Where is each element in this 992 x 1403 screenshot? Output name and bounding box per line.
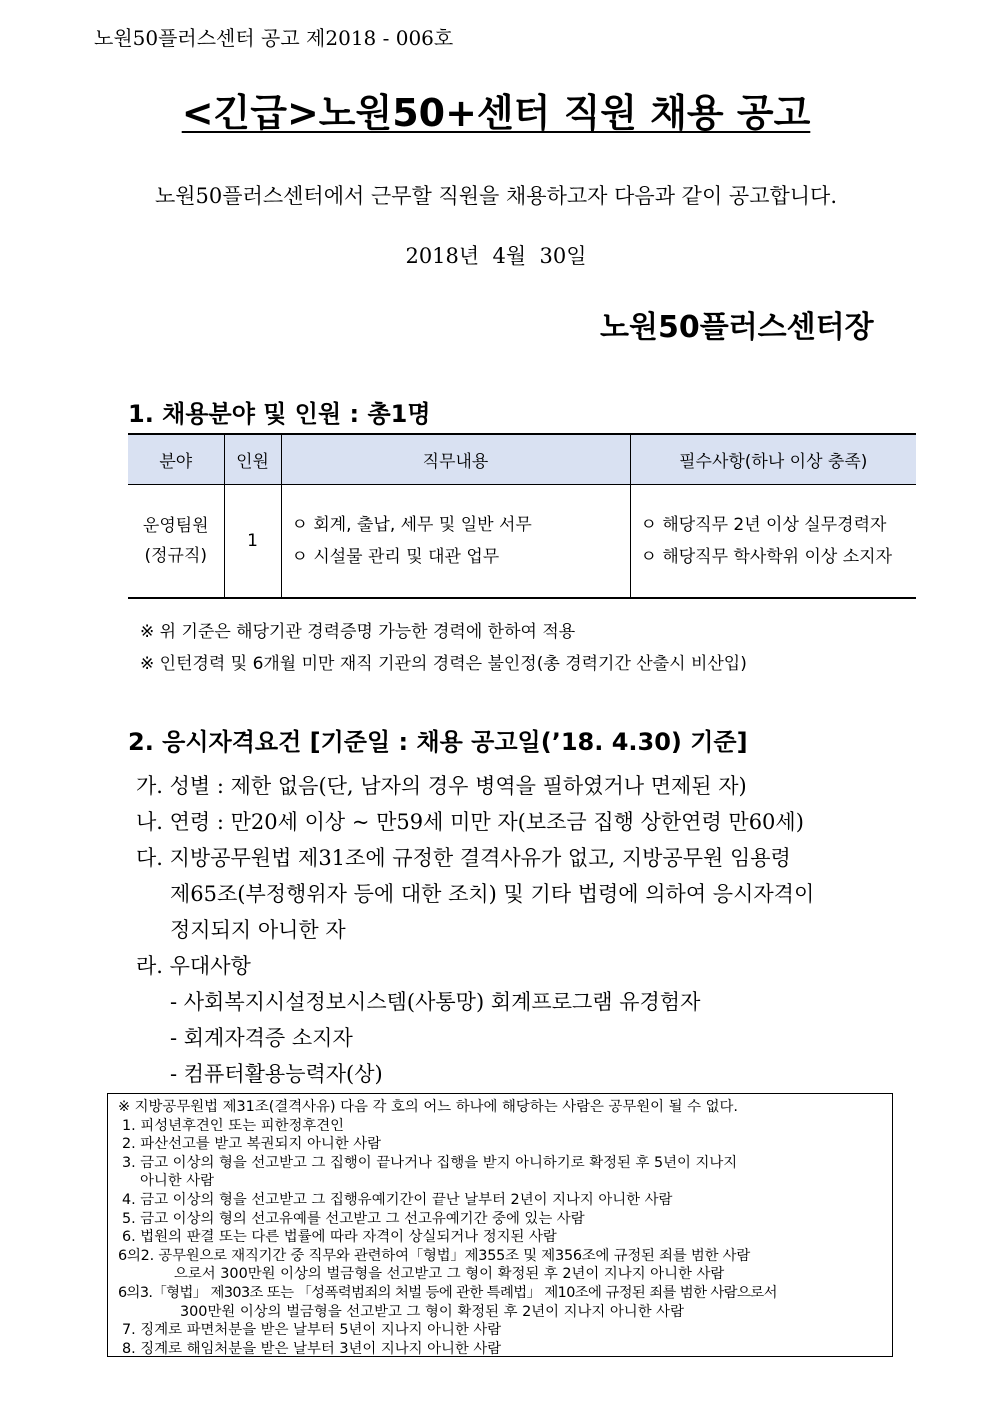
header-field: 분야 [128,434,224,485]
duty-item: ㅇ 회계, 출납, 세무 및 일반 서무 [291,515,532,535]
preference-item: - 사회복지시설정보시스템(사통망) 회계프로그램 유경험자 [170,990,701,1014]
requirement-item: ㅇ 해당직무 2년 이상 실무경력자 [640,515,887,535]
box-line: 아니한 사람 [140,1173,215,1190]
qual-age: 나. 연령 : 만20세 이상 ~ 만59세 미만 자(보조금 집행 상한연령 만60세) [136,810,804,834]
notice-date: 2018년 4월 30일 [405,244,587,268]
requirement-item: ㅇ 해당직무 학사학위 이상 소지자 [640,547,893,567]
note-item: ※ 인턴경력 및 6개월 미만 재직 기관의 경력은 불인정(총 경력기간 산출시 비산입) [140,654,747,674]
cell-requirements [630,485,916,599]
box-line: 1. 피성년후견인 또는 피한정후견인 [122,1117,345,1134]
section1-notes [140,616,747,680]
qual-gender: 가. 성별 : 제한 없음(단, 남자의 경우 병역을 필하였거나 면제된 자) [136,774,747,798]
cell-duties [281,485,630,599]
cell-count: 1 [224,485,281,599]
intro-text: 노원50플러스센터에서 근무할 직원을 채용하고자 다음과 같이 공고합니다. [154,184,838,208]
cell-field [128,485,224,599]
recruitment-table [128,433,916,599]
box-line: 4. 금고 이상의 형을 선고받고 그 집행유예기간이 끝난 날부터 2년이 지나지 아니한 사람 [122,1191,673,1208]
issuer-name: 노원50플러스센터장 [600,310,874,345]
box-line: 2. 파산선고를 받고 복권되지 아니한 사람 [122,1136,382,1153]
preference-item: - 컴퓨터활용능력자(상) [170,1062,383,1086]
box-line: 8. 징계로 해임처분을 받은 날부터 3년이 지나지 아니한 사람 [122,1340,502,1357]
qualification-list [136,768,814,1092]
recruitment-table-grid [128,433,916,599]
preference-item: - 회계자격증 소지자 [170,1026,353,1050]
box-line: 3. 금고 이상의 형을 선고받고 그 집행이 끝나거나 집행을 받지 아니하기로 확정된 후 5년이 지나지 [122,1154,738,1171]
disqualification-box [107,1093,893,1357]
qual-preference: 라. 우대사항 [136,954,251,978]
box-heading: ※ 지방공무원법 제31조(결격사유) 다음 각 호의 어느 하나에 해당하는 사람은 공무원이 될 수 없다. [118,1099,738,1115]
box-line: 300만원 이상의 벌금형을 선고받고 그 형이 확정된 후 2년이 지나지 아니한 사람 [180,1303,684,1320]
page-title-wrapper [0,82,992,137]
header-count: 인원 [224,434,281,485]
box-line: 5. 금고 이상의 형의 선고유예를 선고받고 그 선고유예기간 중에 있는 사람 [122,1210,585,1227]
header-duties: 직무내용 [281,434,630,485]
qual-disqualification: 다. 지방공무원법 제31조에 규정한 결격사유가 없고, 지방공무원 임용령 [136,846,791,870]
qual-disqualification-cont: 제65조(부정행위자 등에 대한 조치) 및 기타 법령에 의하여 응시자격이 [170,882,815,906]
notice-number: 노원50플러스센터 공고 제2018 - 006호 [94,26,454,50]
box-line: 6. 법원의 판결 또는 다른 법률에 따라 자격이 상실되거나 정지된 사람 [122,1229,557,1246]
note-item: ※ 위 기준은 해당기관 경력증명 가능한 경력에 한하여 적용 [140,622,576,642]
box-line: 으로서 300만원 이상의 벌금형을 선고받고 그 형이 확정된 후 2년이 지나지 아니한 사람 [174,1266,725,1283]
table-header-row [128,434,916,485]
section1-title: 1. 채용분야 및 인원 : 총1명 [128,400,431,428]
box-line: 6의3.「형법」 제303조 또는 「성폭력범죄의 처벌 등에 관한 특례법」 제10조에 규정된 죄를 범한 사람으로서 [118,1284,777,1301]
box-line: 7. 징계로 파면처분을 받은 날부터 5년이 지나지 아니한 사람 [122,1322,502,1339]
table-row [128,485,916,599]
field-type: (정규직) [144,546,208,566]
duty-item: ㅇ 시설물 관리 및 대관 업무 [291,547,500,567]
box-line: 6의2. 공무원으로 재직기간 중 직무와 관련하여「형법」제355조 및 제356조에 규정된 죄를 범한 사람 [118,1247,751,1264]
section2-title: 2. 응시자격요건 [기준일 : 채용 공고일(’18. 4.30) 기준] [128,728,748,756]
qual-disqualification-cont: 정지되지 아니한 자 [170,918,346,942]
page-title: <긴급>노원50+센터 직원 채용 공고 [181,91,811,135]
header-requirements: 필수사항(하나 이상 충족) [630,434,916,485]
field-name: 운영팀원 [142,516,209,536]
